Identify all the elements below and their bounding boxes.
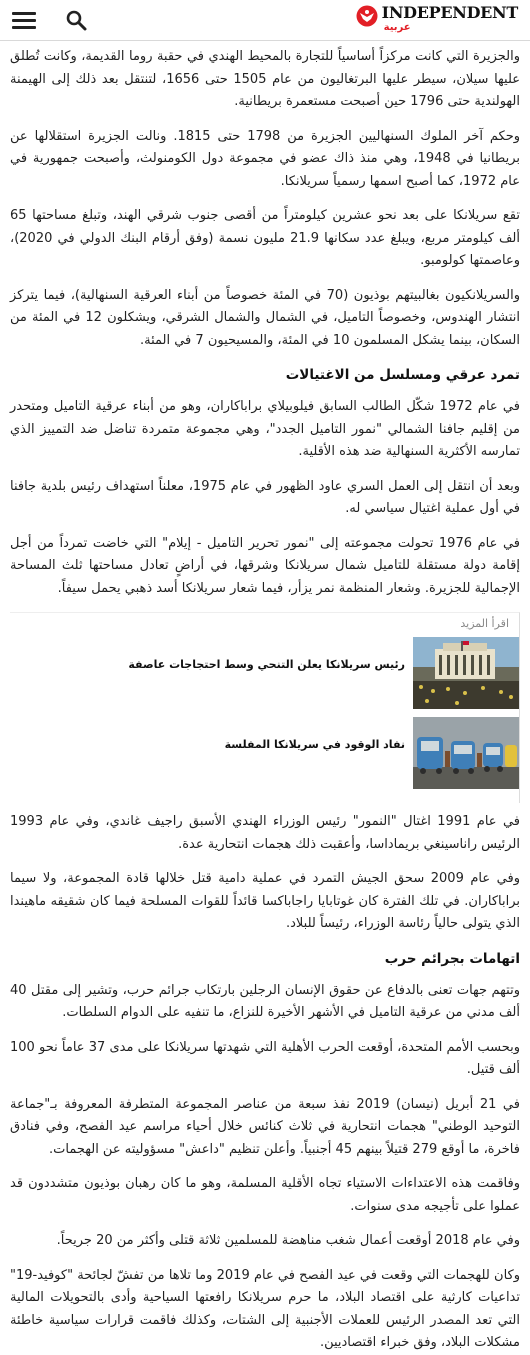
article-paragraph: تقع سريلانكا على بعد نحو عشرين كيلومتراً من أقصى جنوب شرقي الهند، وتبلغ مساحتها 65 ألف كيلومتر مربع، ويبلغ عدد سكانها 21.9 مليون نسمة (وفق أرقام البنك الدولي في 2020)، وعاصمتها كولومبو. xyxy=(10,208,520,268)
article-paragraph: وبحسب الأمم المتحدة، أوقعت الحرب الأهلية التي شهدتها سريلانكا على مدى 37 عاماً نحو 100 ألف قتيل. xyxy=(10,1039,521,1077)
article-paragraph: وفي عام 2018 أوقعت أعمال شغب مناهضة للمسلمين ثلاثة قتلى وأكثر من 20 جريحاً. xyxy=(56,1233,520,1248)
search-icon[interactable] xyxy=(64,8,88,32)
article-paragraph: والجزيرة التي كانت مركزاً أساسياً للتجارة بالمحيط الهندي في حقبة روما القديمة، وكانت تُطلق عليها سيلان، سيطر عليها البرتغاليون من عام 1505 حتى 1656، لتنتقل بعد ذلك إلى الهيمنة الهولندية حتى 1796 حين أصبحت مستعمرة بريطانية. xyxy=(10,49,521,109)
article-paragraph: وبعد أن انتقل إلى العمل السري عاود الظهور في عام 1975، معلناً استهداف رئيس بلدية جافنا في أول عملية اغتيال سياسي له. xyxy=(10,478,520,516)
read-more-link[interactable]: رئيس سريلانكا يعلن التنحي وسط احتجاجات عاصفة xyxy=(128,658,405,671)
read-more-box xyxy=(10,612,520,803)
article-paragraph: وكان للهجمات التي وقعت في عيد الفصح في عام 2019 وما تلاها من تفشّ لجائحة "كوفيد-19" تداعيات كارثية على اقتصاد البلاد، ما حرم سريلانكا رافعتها السياحية وأدى بالتحويلات المالية التي تعد المصدر الرئيس للعملات الأجنبية إلى الشتات، وكذلك فاقمت قرارات سياسية خاطئة مشكلات البلاد، وفق خبراء اقتصاديين. xyxy=(10,1267,520,1350)
article-body xyxy=(0,40,530,1350)
section-heading: اتهامات بجرائم حرب xyxy=(384,950,520,967)
fuel-queue-thumbnail-image[interactable] xyxy=(413,717,519,789)
top-navigation-bar xyxy=(0,0,530,41)
logo-sub-text: عربية xyxy=(383,22,411,33)
hamburger-menu-icon[interactable] xyxy=(12,9,36,31)
read-more-link[interactable]: نفاد الوقود في سريلانكا المفلسة xyxy=(224,738,405,751)
article-paragraph: في عام 1976 تحولت مجموعته إلى "نمور تحرير التاميل - إيلام" التي خاضت تمرداً من أجل إقامة دولة مستقلة للتاميل شمال سريلانكا وشرقها، في أراضٍ تعادل مساحتها ثلث المساحة الإجمالية للجزيرة. وشعار المنظمة نمر يزأر، فيما شعار سريلانكا أسد ذهبي يحمل سيفاً. xyxy=(10,535,520,596)
article-paragraph: في 21 أبريل (نيسان) 2019 نفذ سبعة من عناصر المجموعة المتطرفة المعروفة بـ"جماعة التوحيد الوطني" هجمات انتحارية في ثلاث كنائس خلال أحياء مراسم عيد الفصح، وفي فنادق فاخرة، ما أوقع 279 قتيلاً بينهم 45 أجنبياً. وأعلن تنظيم "داعش" مسؤوليته عن الهجمات. xyxy=(10,1096,520,1157)
article-paragraph: في عام 1991 اغتال "النمور" رئيس الوزراء الهندي الأسبق راجيف غاندي، وفي عام 1993 الرئيس راناسينغي بريماداسا، وأعقبت ذلك هجمات انتحارية عدة. xyxy=(10,814,520,852)
read-more-title: اقرأ المزيد xyxy=(460,617,509,630)
protest-thumbnail-image[interactable] xyxy=(413,637,519,709)
section-heading: تمرد عرقي ومسلسل من الاغتيالات xyxy=(285,367,520,383)
article-paragraph: والسريلانكيون بغالبيتهم بوذيون (70 في المئة خصوصاً من أبناء العرقية السنهالية)، فيما يتركز انتشار الهندوس، وخصوصاً التاميل، في الشمال والشمال الشرقي، ويشكلون 12 في المئة من السكان، بينما يشكل المسلمون 10 في المئة، والمسيحيون 7 في المئة. xyxy=(10,287,521,348)
article-paragraph: في عام 1972 شكّل الطالب السابق فيلوبيلاي براباكاران، وهو من أبناء عرقية التاميل ومتحدر من إقليم جافنا الشمالي "نمور التاميل الجدد"، وهي مجموعة متمردة تناضل ضد التمييز الذي تمارسه الأكثرية السنهالية ضد هذه الأقلية. xyxy=(10,399,520,459)
article-paragraph: وفاقمت هذه الاعتداءات الاستياء تجاه الأقلية المسلمة، وهو ما كان رهبان بوذيون متشددون قد عملوا على تأجيجه مدى سنوات. xyxy=(10,1176,520,1214)
independent-arabia-logo[interactable] xyxy=(356,4,518,38)
read-more-item[interactable] xyxy=(10,717,519,789)
eagle-logo-icon xyxy=(356,5,378,27)
article-paragraph: وتتهم جهات تعنى بالدفاع عن حقوق الإنسان الرجلين بارتكاب جرائم حرب، وتشير إلى مقتل 40 ألف مدني من عرقية التاميل في الأشهر الأخيرة للنزاع، ما تنفيه على الدوام السلطات. xyxy=(10,982,520,1020)
logo-main-text: INDEPENDENT xyxy=(381,3,518,22)
read-more-item[interactable] xyxy=(10,637,519,709)
article-paragraph: وحكم آخر الملوك السنهاليين الجزيرة من 1798 حتى 1815. ونالت الجزيرة استقلالها عن بريطانيا في 1948، وهي منذ ذاك عضو في مجموعة دول الكومنولث، وأصبحت جمهورية في عام 1972، كما أصبح اسمها رسمياً سريلانكا. xyxy=(10,128,521,189)
article-paragraph: وفي عام 2009 سحق الجيش التمرد في عملية دامية قتل خلالها قادة المجموعة، ولا سيما براباكاران. في تلك الفترة كان غوتابايا راجاباكسا قائداً للقوات المسلحة فيما كان شقيقه ماهيندا الذي يتولى حالياً رئاسة الوزراء، رئيساً للبلاد. xyxy=(10,871,520,931)
